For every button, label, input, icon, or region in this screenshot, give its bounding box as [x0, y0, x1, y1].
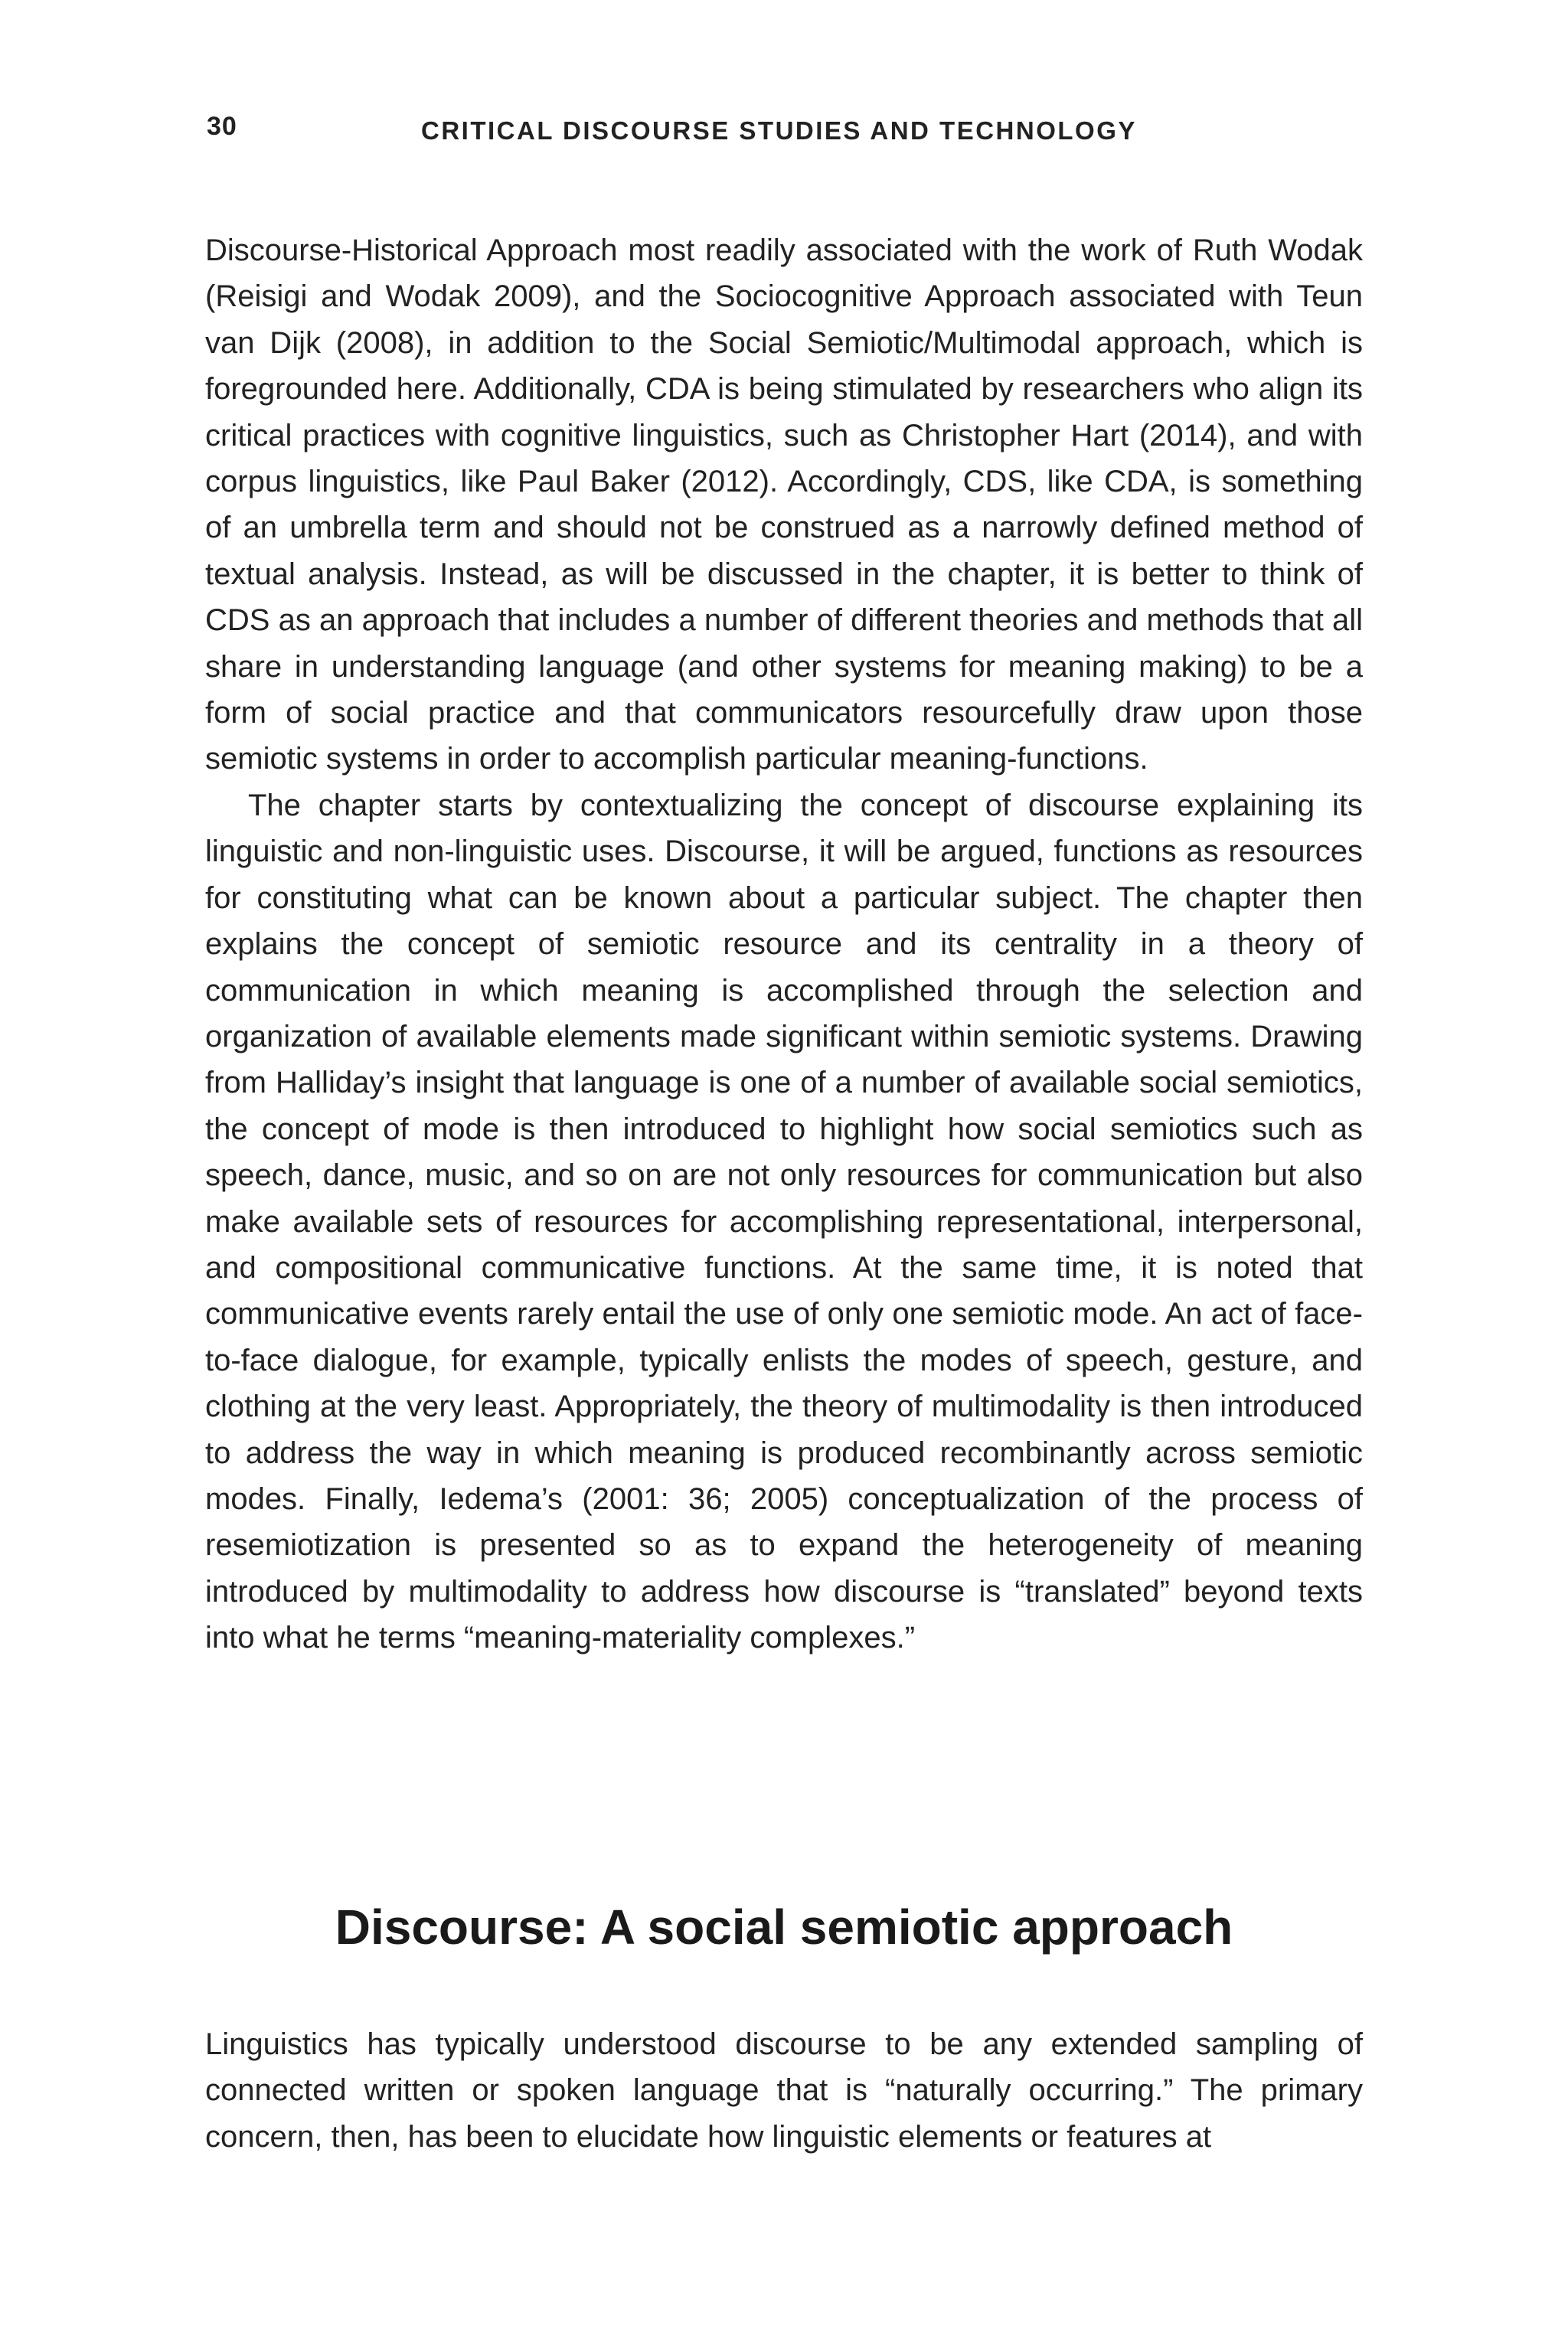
section-text: [205, 2021, 1363, 2160]
paragraph: Discourse-Historical Approach most readily associated with the work of Ruth Wodak (Reisigi and Wodak 2009), and the Sociocognitive Approach associated with Teun van Dijk (2008), in addition to the Social Semiotic/Multimodal approach, which is foregrounded here. Additionally, CDA is being stimulated by researchers who align its critical practices with cognitive linguistics, such as Christopher Hart (2014), and with corpus linguistics, like Paul Baker (2012). Accordingly, CDS, like CDA, is something of an umbrella term and should not be construed as a narrowly defined method of textual analysis. Instead, as will be discussed in the chapter, it is better to think of CDS as an approach that includes a number of different theories and methods that all share in understanding language (and other systems for meaning making) to be a form of social practice and that communicators resourcefully draw upon those semiotic systems in order to accomplish particular meaning-functions.: [205, 234, 1363, 776]
running-head: CRITICAL DISCOURSE STUDIES AND TECHNOLOGY: [421, 116, 1137, 145]
paragraph: The chapter starts by contextualizing the concept of discourse explaining its linguistic and non-linguistic uses. Discourse, it will be argued, functions as resources for constituting what can be known about a particular subject. The chapter then explains the concept of semiotic resource and its centrality in a theory of communication in which meaning is accomplished through the selection and organization of available elements made significant within semiotic systems. Drawing from Halliday’s insight that language is one of a number of available social semiotics, the concept of mode is then introduced to highlight how social semiotics such as speech, dance, music, and so on are not only resources for communication but also make available sets of resources for accomplishing representational, interpersonal, and compositional communicative functions. At the same time, it is noted that communicative events rarely entail the use of only one semiotic mode. An act of face-to-face dialogue, for example, typically enlists the modes of speech, gesture, and clothing at the very least. Appropriately, the theory of multimodality is then introduced to address the way in which meaning is produced recombinantly across semiotic modes. Finally, Iedema’s (2001: 36; 2005) conceptualization of the process of resemiotization is presented so as to expand the heterogeneity of meaning introduced by multimodality to address how discourse is “translated” beyond texts into what he terms “meaning-materiality complexes.”: [205, 788, 1363, 1655]
page-number: 30: [207, 112, 237, 141]
paragraph: Linguistics has typically understood discourse to be any extended sampling of connected written or spoken language that is “naturally occurring.” The primary concern, then, has been to elucidate how linguistic elements or features at: [205, 2027, 1363, 2154]
section-heading: Discourse: A social semiotic approach: [335, 1900, 1233, 1955]
main-text: [205, 227, 1363, 1661]
